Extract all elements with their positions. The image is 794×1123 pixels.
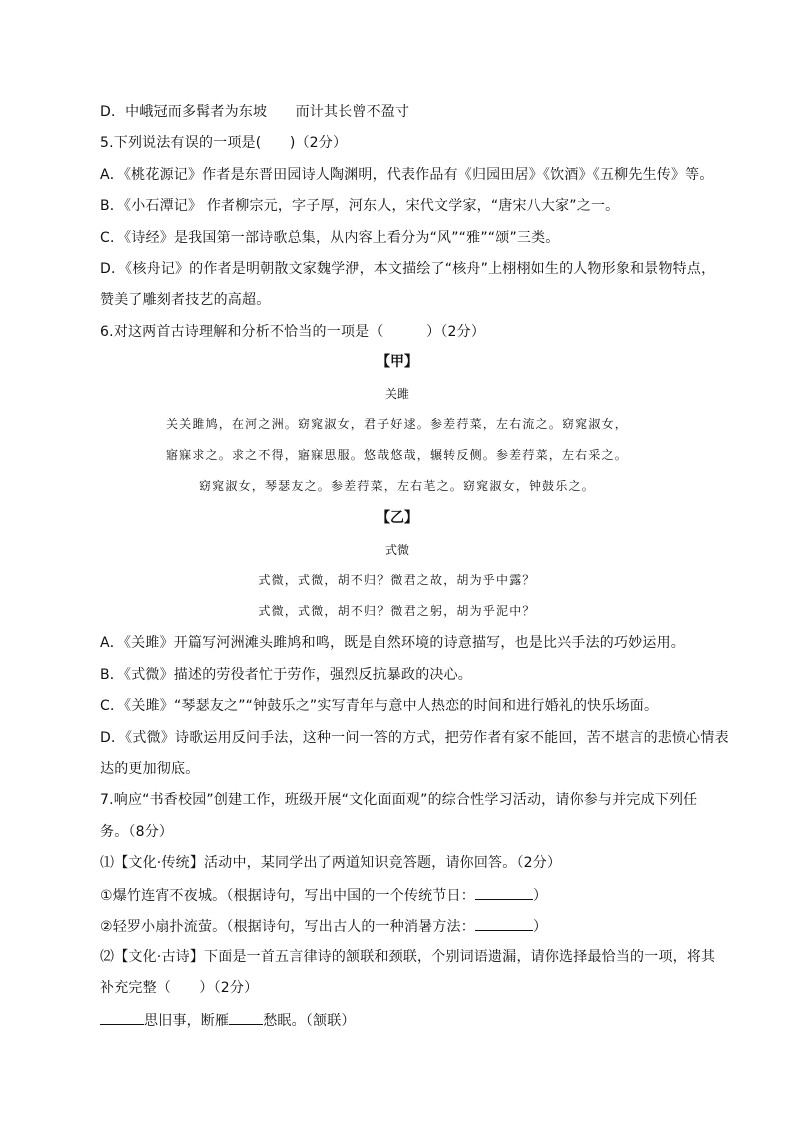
poem-jia-line-3: 窈窕淑女，琴瑟友之。参差荇菜，左右芼之。窈窕淑女，钟鼓乐之。 [198,479,595,493]
poem-jia-heading: 【甲】 [376,354,418,370]
q7-part-2-stem-cont: 补充完整（ ）（2分） [100,980,259,996]
q5-option-a: A．《桃花源记》作者是东晋田园诗人陶渊明，代表作品有《归园田居》《饮酒》《五柳先生传》等。 [100,167,714,183]
poem-jia-line-1: 关关雎鸠，在河之洲。窈窕淑女，君子好逑。参差荇菜，左右流之。窈窕淑女， [165,417,628,431]
answer-blank-cooling[interactable] [475,916,533,931]
q7-part-1-text: ⑴【文化·传统】活动中，某同学出了两道知识竞答题，请你回答。（2分） [100,855,562,871]
q6-option-a: A．《关雎》开篇写河洲滩头雎鸠和鸣，既是自然环境的诗意描写，也是比兴手法的巧妙运用。 [100,635,685,651]
q7-part-1-item-2 [100,916,547,937]
poem-jia-title: 关雎 [384,387,409,401]
q7-stem-cont: 务。（8分） [100,824,174,840]
q7-stem: 7.响应“书香校园”创建工作，班级开展“文化面面观”的综合性学习活动，请你参与并完成下列任 [100,792,698,808]
q7-part-1-item-1 [100,885,547,906]
answer-blank-festival[interactable] [475,885,533,900]
poem-yi-line-2: 式微，式微，胡不归？微君之躬，胡为乎泥中？ [258,604,536,618]
q6-option-c: C．《关雎》“琴瑟友之”“钟鼓乐之”实写青年与意中人热恋的时间和进行婚礼的快乐场面。 [100,698,659,714]
poem-yi-title: 式微 [384,543,409,557]
q6-option-d: D．《式微》诗歌运用反问手法，这种一问一答的方式，把劳作者有家不能回，苦不堪言的悲愤心情表 [100,730,729,746]
poem-line-text-2: 愁眠。（颔联） [263,1013,356,1029]
q5-option-d-cont: 赞美了雕刻者技艺的高超。 [100,292,271,308]
poem-blank-1[interactable] [100,1010,144,1025]
q7-part-2-poem-line [100,1010,356,1031]
q5-option-b: B．《小石潭记》 作者柳宗元，字子厚，河东人，宋代文学家，“唐宋八大家”之一。 [100,198,620,214]
poem-yi-line-1: 式微，式微，胡不归？微君之故，胡为乎中露？ [258,573,536,587]
q6-option-d-cont: 达的更加彻底。 [100,761,200,777]
q7-part-1-item-1-text: ①爆竹连宵不夜城。（根据诗句，写出中国的一个传统节日： [100,888,475,904]
q6-option-b: B．《式微》描述的劳役者忙于劳作，强烈反抗暴政的决心。 [100,667,473,683]
q5-stem: 5.下列说法有误的一项是( )（2分） [100,135,348,151]
q4-option-d: D．中峨冠而多髯者为东坡 而计其长曾不盈寸 [100,104,410,120]
poem-yi-heading: 【乙】 [376,510,418,526]
q7-part-1-stem [100,853,561,873]
q5-option-d: D．《核舟记》的作者是明朝散文家魏学洢，本文描绘了“核舟”上栩栩如生的人物形象和景物特点， [100,261,716,277]
closing-paren: ） [532,888,548,904]
q5-option-c: C．《诗经》是我国第一部诗歌总集，从内容上看分为“风”“雅”“颂”三类。 [100,230,560,246]
q7-part-1-item-2-text: ②轻罗小扇扑流萤。（根据诗句，写出古人的一种消暑方法： [100,919,475,935]
poem-line-text-1: 思旧事，断雁 [144,1013,230,1029]
poem-jia-line-2: 寤寐求之。求之不得，寤寐思服。悠哉悠哉，辗转反侧。参差荇菜，左右采之。 [165,448,628,462]
poem-blank-2[interactable] [229,1010,263,1025]
q7-part-2-stem: ⑵【文化·古诗】下面是一首五言律诗的颔联和颈联，个别词语遗漏，请你选择最恰当的一项，将其 [100,949,716,965]
closing-paren: ） [532,919,548,935]
q6-stem: 6.对这两首古诗理解和分析不恰当的一项是（ ）（2分） [100,324,486,340]
